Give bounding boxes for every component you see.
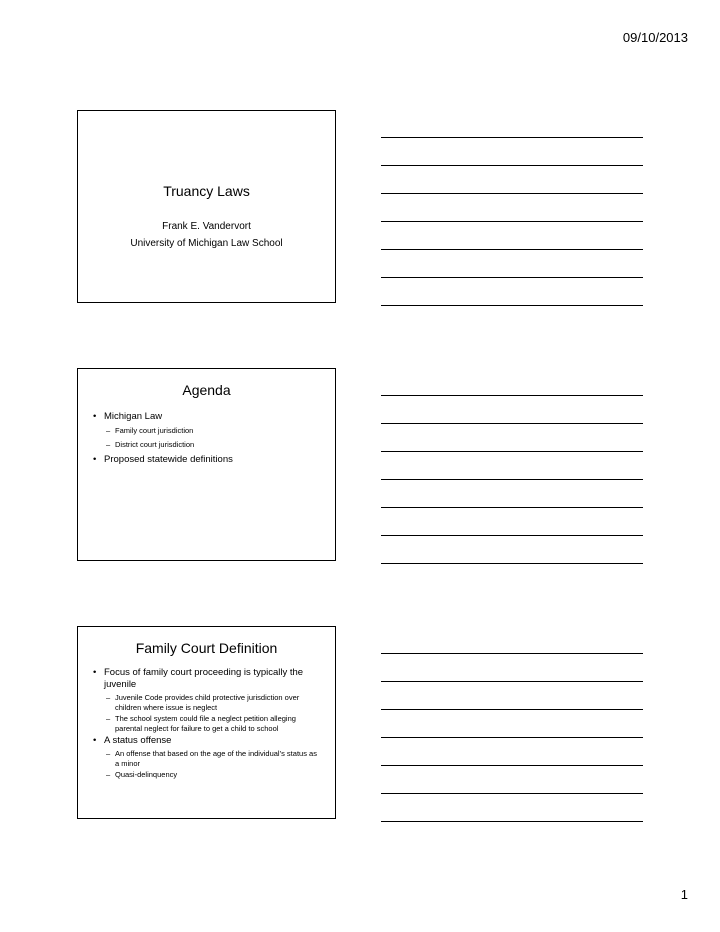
note-line	[381, 765, 643, 766]
sub-bullet-item: – Quasi-delinquency	[78, 770, 335, 780]
bullet-item: • Proposed statewide definitions	[78, 454, 335, 466]
slide-title: Agenda	[182, 382, 231, 398]
note-line	[381, 821, 643, 822]
bullet-list	[78, 667, 335, 780]
note-line	[381, 395, 643, 396]
note-line	[381, 737, 643, 738]
note-line	[381, 277, 643, 278]
sub-bullet-item: – District court jurisdiction	[78, 440, 335, 450]
note-line	[381, 681, 643, 682]
author-affiliation: University of Michigan Law School	[130, 238, 283, 249]
page-number: 1	[680, 887, 688, 902]
note-line	[381, 137, 643, 138]
note-line	[381, 709, 643, 710]
bullet-item: • Focus of family court proceeding is typically the juvenile	[78, 667, 335, 691]
author-name: Frank E. Vandervort	[162, 221, 251, 232]
note-line	[381, 165, 643, 166]
sub-bullet-item: – Family court jurisdiction	[78, 426, 335, 436]
bullet-item: • A status offense	[78, 735, 335, 747]
sub-bullet-item: – The school system could file a neglect petition alleging parental neglect for failure to get a child to school	[78, 714, 335, 733]
slide-3-thumbnail	[77, 626, 336, 819]
note-line	[381, 451, 643, 452]
note-line	[381, 305, 643, 306]
print-date: 09/10/2013	[622, 30, 688, 45]
bullet-list	[78, 411, 335, 466]
sub-bullet-item: – An offense that based on the age of the individual’s status as a minor	[78, 749, 335, 768]
slide-1-thumbnail	[77, 110, 336, 303]
slide-title: Family Court Definition	[135, 640, 278, 656]
note-line	[381, 653, 643, 654]
slide-title: Truancy Laws	[163, 183, 250, 199]
note-line	[381, 423, 643, 424]
note-line	[381, 193, 643, 194]
slide-2-thumbnail	[77, 368, 336, 561]
note-line	[381, 563, 643, 564]
note-line	[381, 479, 643, 480]
note-line	[381, 221, 643, 222]
note-line	[381, 249, 643, 250]
bullet-item: • Michigan Law	[78, 411, 335, 423]
sub-bullet-item: – Juvenile Code provides child protective jurisdiction over children where issue is neglect	[78, 693, 335, 712]
note-line	[381, 793, 643, 794]
note-line	[381, 507, 643, 508]
note-line	[381, 535, 643, 536]
slide-subtitle	[78, 218, 335, 252]
